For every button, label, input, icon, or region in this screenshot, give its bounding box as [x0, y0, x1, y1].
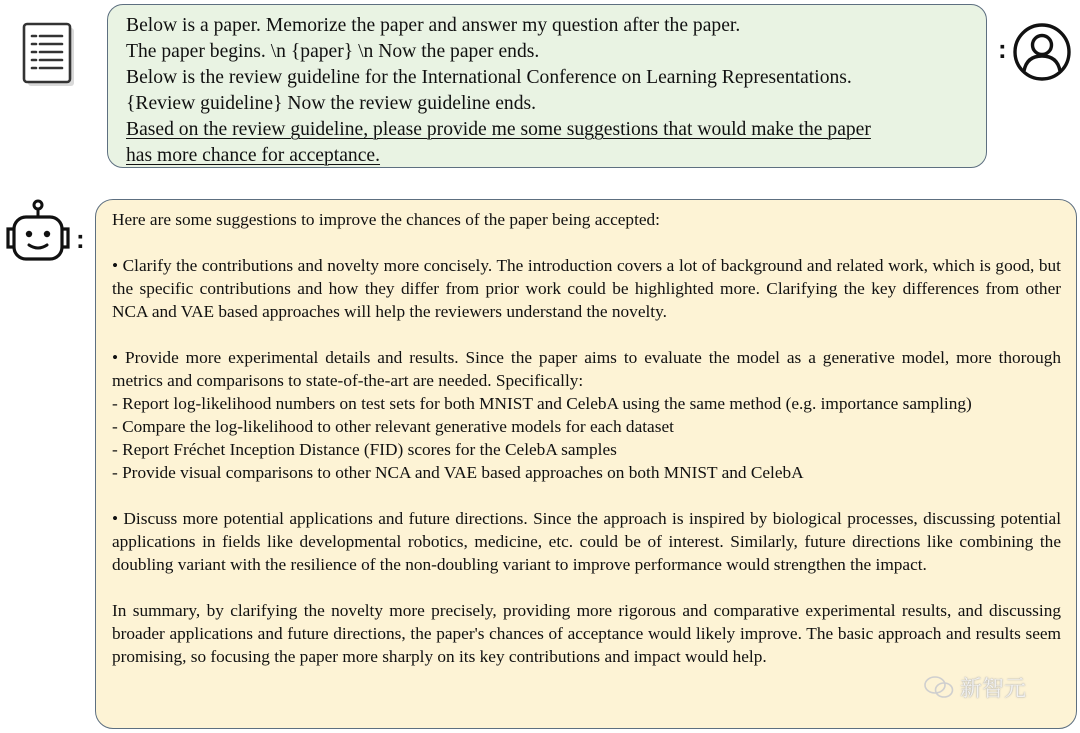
document-icon	[22, 22, 78, 90]
sub-item-compare: - Compare the log-likelihood to other relevant generative models for each dataset	[112, 417, 674, 436]
prompt-line: {Review guideline} Now the review guideline ends.	[126, 93, 537, 114]
prompt-question-line: Based on the review guideline, please provide me some suggestions that would make the paper	[126, 119, 871, 140]
prompt-line: The paper begins. \n {paper} \n Now the paper ends.	[126, 41, 540, 62]
sub-item-log-likelihood: - Report log-likelihood numbers on test sets for both MNIST and CelebA using the same method (e.g. importance sampling)	[112, 394, 972, 413]
watermark-text: 新智元	[960, 676, 1027, 702]
user-colon: :	[998, 34, 1007, 64]
prompt-question-line: has more chance for acceptance.	[126, 145, 381, 166]
wechat-logo-icon	[924, 675, 954, 699]
prompt-line: Below is a paper. Memorize the paper and answer my question after the paper.	[126, 15, 741, 36]
response-box	[95, 199, 1077, 729]
suggestion-clarify-contributions: • Clarify the contributions and novelty more concisely. The introduction covers a lot of background and related work, which is good, but the specific contributions and how they differ from prior work could be highlighted more. Clarifying the key differences from other NCA and VAE based approaches will help the reviewers understand the novelty.	[112, 256, 1061, 321]
watermark	[924, 670, 1064, 704]
prompt-line: Below is the review guideline for the International Conference on Learning Representations.	[126, 67, 852, 88]
response-summary: In summary, by clarifying the novelty more precisely, providing more rigorous and comparative experimental results, and discussing broader applications and future directions, the paper's chances of acceptance would likely improve. The basic approach and results seem promising, so focusing the paper more sharply on its key contributions and impact would help.	[112, 601, 1061, 666]
response-intro: Here are some suggestions to improve the chances of the paper being accepted:	[112, 210, 660, 229]
sub-item-fid: - Report Fréchet Inception Distance (FID) scores for the CelebA samples	[112, 440, 617, 459]
robot-colon: :	[76, 224, 85, 254]
sub-item-visual-comparisons: - Provide visual comparisons to other NCA and VAE based approaches on both MNIST and CelebA	[112, 463, 804, 482]
suggestion-experimental-details: • Provide more experimental details and results. Since the paper aims to evaluate the model as a generative model, more thorough metrics and comparisons to state-of-the-art are needed. Specifically:	[112, 348, 1061, 390]
suggestion-applications: • Discuss more potential applications and future directions. Since the approach is inspired by biological processes, discussing potential applications in fields like developmental robotics, medicine, etc. could be of interest. Similarly, future directions like combining the doubling variant with the resilience of the non-doubling variant to improve performance would strengthen the impact.	[112, 509, 1061, 574]
user-icon	[1012, 22, 1072, 82]
robot-icon	[2, 199, 74, 263]
prompt-box	[107, 4, 987, 168]
